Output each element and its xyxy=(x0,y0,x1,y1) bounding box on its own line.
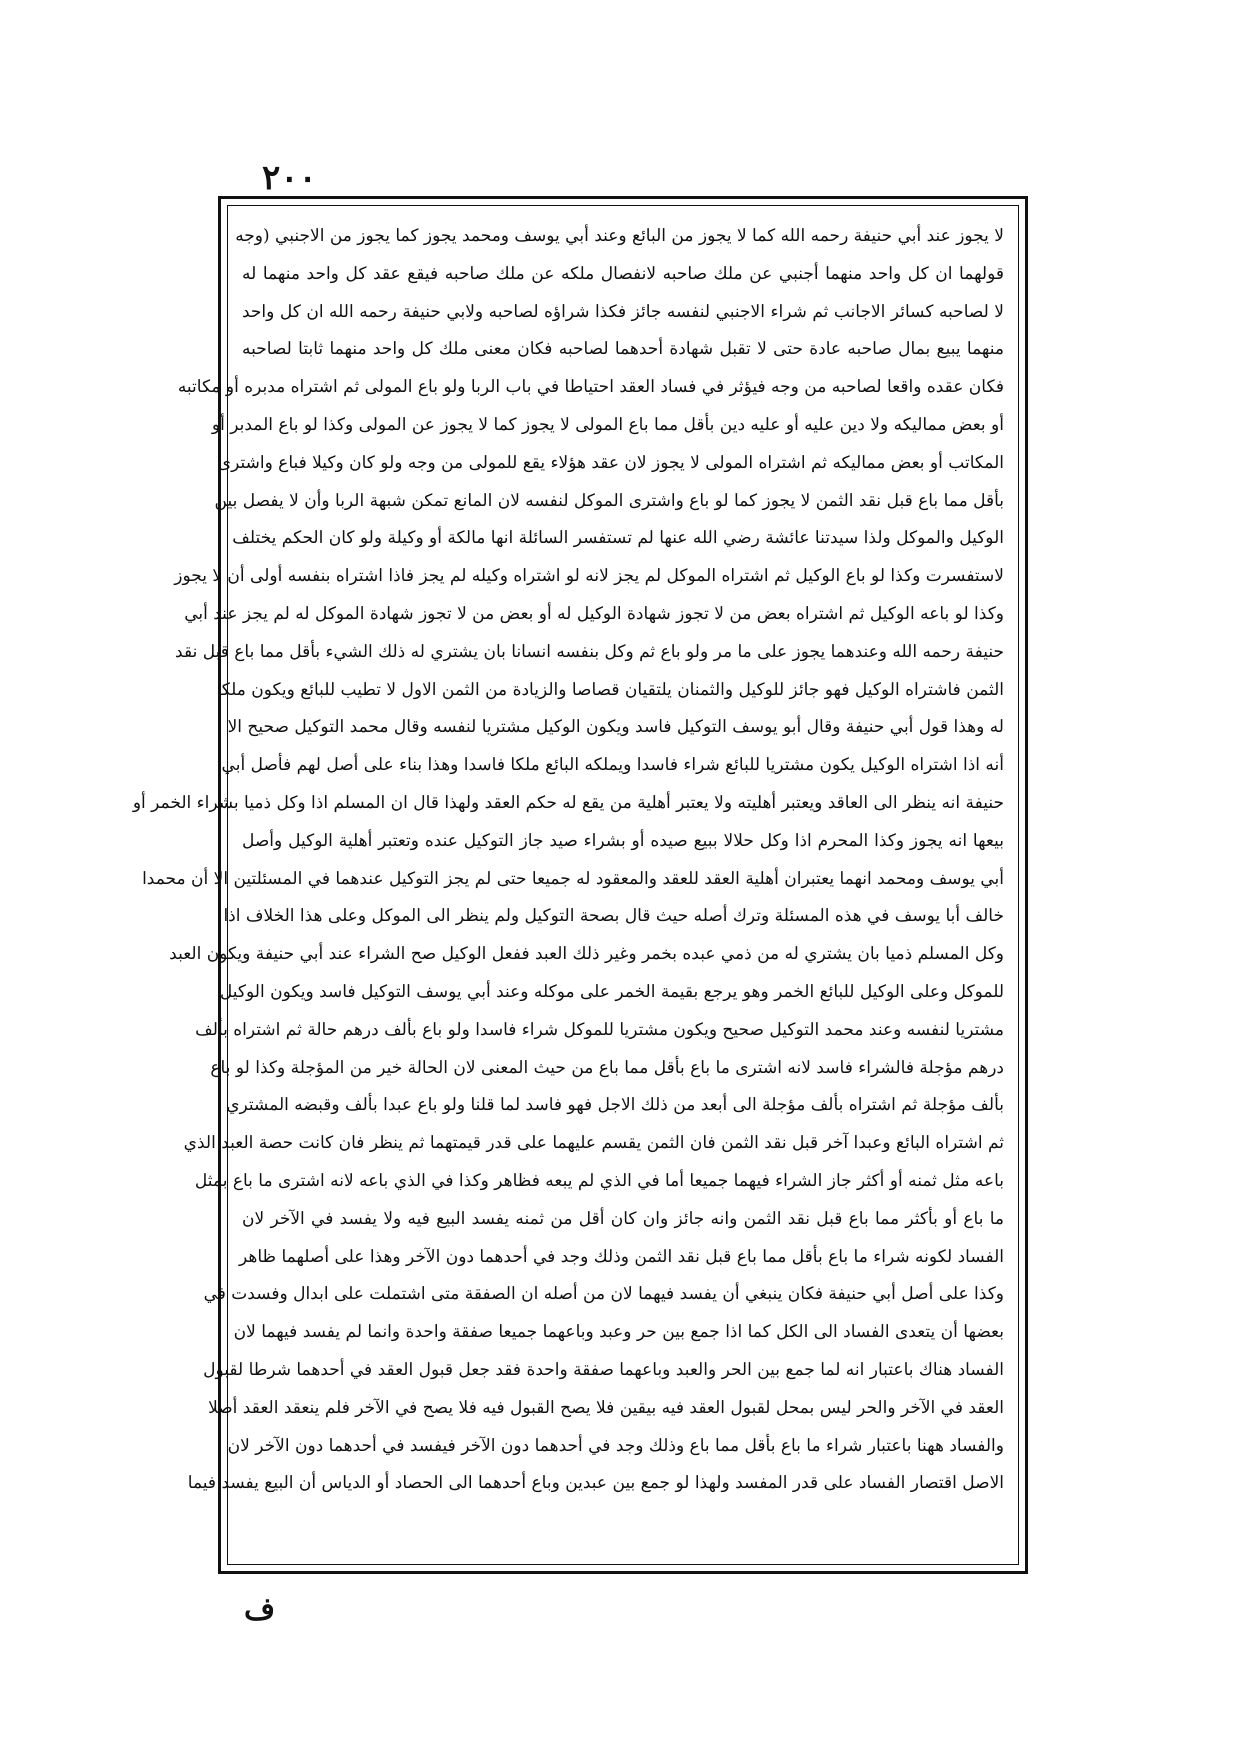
text-line: العقد في الآخر والحر ليس بمحل لقبول العقد فيه بيقين فلا يصح القبول فيه فلا يصح في الآخر فلم ينعقد العقد أصلا xyxy=(208,1397,1004,1418)
text-line: الاصل اقتصار الفساد على قدر المفسد ولهذا لو جمع بين عبدين وباع أحدهما الى الحصاد أو الدياس أن البيع يفسد فيما xyxy=(187,1473,1004,1494)
text-line: للموكل وعلى الوكيل للبائع الخمر وهو يرجع بقيمة الخمر على موكله وعند أبي يوسف التوكيل فاسد ويكون الوكيل xyxy=(219,981,1004,1002)
text-line: الثمن فاشتراه الوكيل فهو جائز للوكيل والثمنان يلتقيان قصاصا والزيادة من الثمن الاول لا تطيب للبائع ويكون ملكا xyxy=(216,679,1004,700)
text-frame-inner-border xyxy=(132,205,1019,1565)
text-frame-outer-border xyxy=(132,196,1028,1574)
text-line: وكذا لو باعه الوكيل ثم اشتراه بعض من لا تجوز شهادة الوكيل له أو بعض من لا تجوز شهادة الموكل له لم يجز عند أبي xyxy=(184,603,1004,624)
text-line: أو بعض مماليكه ولا دين عليه أو عليه دين بأقل مما باع المولى لا يجوز كما لا يجوز عن المولى وكذا لو باع المدبر أو xyxy=(211,414,1004,435)
text-line: أبي يوسف ومحمد انهما يعتبران أهلية العقد للعقد والمعقود له جميعا حتى لم يجز التوكيل عندهما في المسئلتين الا أن محمدا xyxy=(142,868,1004,889)
text-line: فكان عقده واقعا لصاحبه من وجه فيؤثر في فساد العقد احتياطا في باب الربا ولو باع المولى ثم اشتراه مدبره أو مكاتبه xyxy=(177,377,1004,398)
text-line: درهم مؤجلة فالشراء فاسد لانه اشترى ما باع بأقل مما باع من حيث المعنى لان الحالة خير من المؤجلة وكذا لو باع xyxy=(210,1057,1004,1078)
text-line: لا لصاحبه كسائر الاجانب ثم شراء الاجنبي لنفسه جائز فكذا شراؤه لصاحبه ولابي حنيفة رحمه الله ان كل واحد xyxy=(242,301,1004,322)
text-line: وكل المسلم ذميا بان يشتري له من ذمي عبده بخمر وغير ذلك العبد ففعل الوكيل صح الشراء عند أبي حنيفة ويكون العبد xyxy=(169,944,1004,965)
text-line: أنه اذا اشتراه الوكيل يكون مشتريا للبائع شراء فاسدا ويملكه البائع ملكا فاسدا وهذا بناء على أصل لهم فأصل أبي xyxy=(221,755,1004,776)
text-line: بألف مؤجلة ثم اشتراه بألف مؤجلة الى أبعد من ذلك الاجل فهو فاسد لما قلنا ولو باع عبدا بألف وقبضه المشتري xyxy=(226,1095,1004,1116)
text-line: لا يجوز عند أبي حنيفة رحمه الله كما لا يجوز من البائع وعند أبي يوسف ومحمد يجوز كما يجوز من الاجنبي (وجه xyxy=(235,226,1004,246)
text-line: وكذا على أصل أبي حنيفة فكان ينبغي أن يفسد فيهما لان من أصله ان الصفقة متى اشتملت على ابدال وفسدت في xyxy=(203,1284,1004,1305)
text-line: مشتريا لنفسه وعند محمد التوكيل صحيح ويكون مشتريا للموكل شراء فاسدا ولو باع بألف درهم حالة ثم اشتراه بألف xyxy=(195,1019,1004,1040)
text-line: حنيفة انه ينظر الى العاقد ويعتبر أهليته ولا يعتبر أهلية من يقع له حكم العقد ولهذا قال ان المسلم اذا وكل ذميا بشراء الخمر أو xyxy=(132,792,1004,813)
text-line: بعضها أن يتعدى الفساد الى الكل كما اذا جمع بين حر وعبد وباعهما جميعا صفقة واحدة وانما لم يفسد فيهما لان xyxy=(233,1322,1004,1343)
text-line: الوكيل والموكل ولذا سيدتنا عائشة رضي الله عنها لم تستفسر السائلة انها مالكة أو وكيلة ولو كان الحكم يختلف xyxy=(232,528,1004,549)
text-line: والفساد ههنا باعتبار شراء ما باع بأقل مما باع وذلك وجد في أحدهما دون الآخر فيفسد في أحدهما دون الآخر لان xyxy=(227,1435,1004,1456)
text-line: له وهذا قول أبي حنيفة وقال أبو يوسف التوكيل فاسد ويكون الوكيل مشتريا لنفسه وقال محمد التوكيل صحيح الا xyxy=(227,717,1004,738)
text-line: باعه مثل ثمنه أو أكثر جاز الشراء فيهما جميعا أما في الذي لم يبعه فظاهر وكذا في الذي باعه لانه اشترى ما باع بمثل xyxy=(194,1170,1004,1191)
text-line: ما باع أو بأكثر مما باع قبل نقد الثمن وانه جائز وان كان أقل من ثمنه يفسد البيع فيه ولا يفسد في الآخر لان xyxy=(242,1208,1004,1229)
page-number: ٢٠٠ xyxy=(262,158,317,198)
main-text-block xyxy=(132,218,1004,1554)
catchword: ف xyxy=(244,1592,276,1627)
text-line: ثم اشتراه البائع وعبدا آخر قبل نقد الثمن فان الثمن يقسم عليهما على قدر قيمتهما ثم ينظر فان كانت حصة العبد الذي xyxy=(183,1133,1004,1154)
text-line: حنيفة رحمه الله وعندهما يجوز على ما مر ولو باع ثم وكل بنفسه انسانا بان يشتري له ذلك الشيء بأقل مما باع قبل نقد xyxy=(175,641,1004,662)
text-line: بيعها انه يجوز وكذا المحرم اذا وكل حلالا ببيع صيده أو بشراء صيد جاز التوكيل عنده وتعتبر أهلية الوكيل وأصل xyxy=(242,830,1004,851)
text-line: خالف أبا يوسف في هذه المسئلة وترك أصله حيث قال بصحة التوكيل ولم ينظر الى الموكل وعلى هذا الخلاف اذا xyxy=(223,906,1004,927)
text-line: المكاتب أو بعض مماليكه ثم اشتراه المولى لا يجوز لان عقد هؤلاء يقع للمولى من وجه ولو كان وكيلا فباع واشترى xyxy=(217,452,1004,473)
text-line: قولهما ان كل واحد منهما أجنبي عن ملك صاحبه لانفصال ملكه عن ملك صاحبه فيقع عقد كل واحد منهما له xyxy=(242,263,1004,284)
text-line: الفساد لكونه شراء ما باع بأقل مما باع قبل نقد الثمن وذلك وجد في أحدهما دون الآخر وهذا على أصلهما ظاهر xyxy=(238,1246,1004,1267)
text-line: منهما يبيع بمال صاحبه عادة حتى لا تقبل شهادة أحدهما لصاحبه فكان معنى ملك كل واحد منهما ثابتا لصاحبه xyxy=(242,339,1004,360)
text-line: بأقل مما باع قبل نقد الثمن لا يجوز كما لو باع واشترى الموكل لنفسه لان المانع تمكن شبهة الربا وأن لا يفصل بين xyxy=(214,490,1004,511)
text-line: لاستفسرت وكذا لو باع الوكيل ثم اشتراه الموكل لم يجز لانه لو اشتراه وكيله لم يجز فاذا اشتراه بنفسه أولى أن لا يجوز xyxy=(174,566,1004,587)
text-line: الفساد هناك باعتبار انه لما جمع بين الحر والعبد وباعهما صفقة واحدة فقد جعل قبول العقد في أحدهما شرطا لقبول xyxy=(203,1359,1004,1380)
